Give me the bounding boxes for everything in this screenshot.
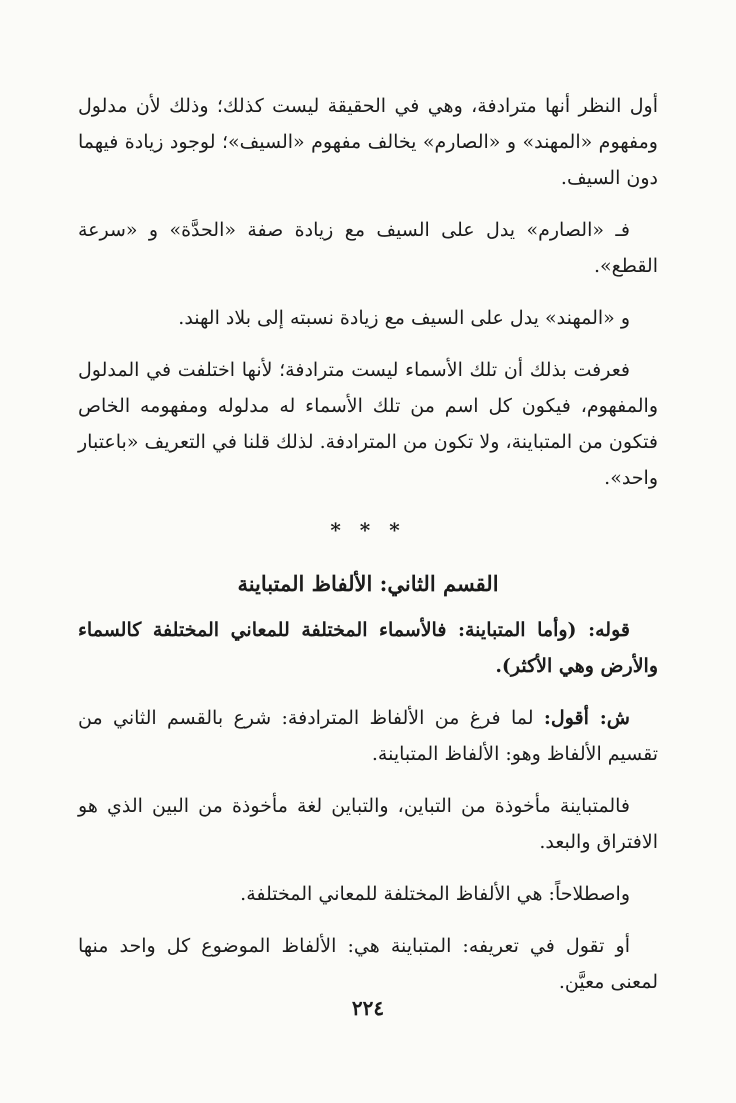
commentary-marker: ش: أقول: [543,707,630,729]
commentary-paragraph [78,700,658,772]
paragraph: فالمتباينة مأخوذة من التباين، والتباين لغة مأخوذة من البين الذي هو الافتراق والبعد. [78,795,658,853]
commentary-text: لما فرغ من الألفاظ المترادفة: شرع بالقسم الثاني من تقسيم الألفاظ وهو: الألفاظ المتباينة. [78,707,658,765]
paragraph: فعرفت بذلك أن تلك الأسماء ليست مترادفة؛ لأنها اختلفت في المدلول والمفهوم، فيكون كل اسم من تلك الأسماء له مدلوله ومفهومه الخاص فتكون من المتباينة، ولا تكون من المترادفة. لذلك قلنا في التعريف «باعتبار واحد». [78,359,658,489]
paragraph: واصطلاحاً: هي الألفاظ المختلفة للمعاني المختلفة. [240,883,630,905]
paragraph: أول النظر أنها مترادفة، وهي في الحقيقة ليست كذلك؛ وذلك لأن مدلول ومفهوم «المهند» و «الصارم» يخالف مفهوم «السيف»؛ لوجود زيادة فيهما دون السيف. [78,95,658,189]
body-text [78,88,658,1016]
page-number: ٢٢٤ [351,996,385,1020]
quoted-text: قوله: (وأما المتباينة: فالأسماء المختلفة للمعاني المختلفة كالسماء والأرض وهي الأكثر). [78,619,658,677]
paragraph: أو تقول في تعريفه: المتباينة هي: الألفاظ الموضوع كل واحد منها لمعنى معيَّن. [78,935,658,993]
section-separator: * * * [330,518,406,542]
section-heading: القسم الثاني: الألفاظ المتباينة [237,571,499,596]
paragraph: و «المهند» يدل على السيف مع زيادة نسبته إلى بلاد الهند. [178,307,630,329]
paragraph: فـ «الصارم» يدل على السيف مع زيادة صفة «الحدَّة» و «سرعة القطع». [78,219,658,277]
